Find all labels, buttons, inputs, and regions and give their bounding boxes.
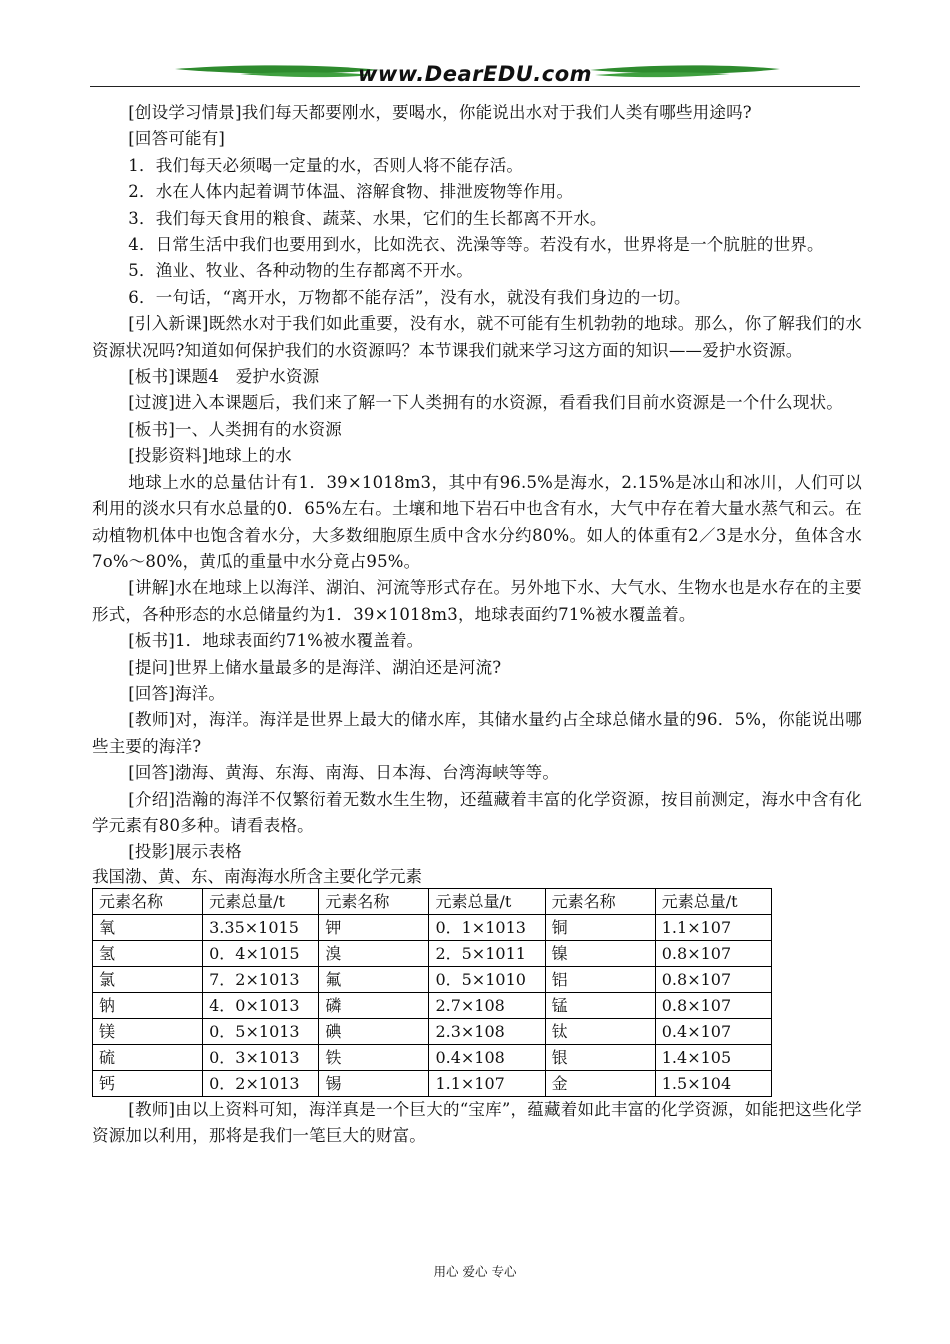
- table-cell: 1.5×104: [655, 1070, 771, 1096]
- paragraph: [回答可能有]: [128, 129, 226, 149]
- table-cell: 0.8×107: [655, 966, 771, 992]
- table-cell: 2.3×108: [429, 1018, 545, 1044]
- table-cell: 2．5×1011: [429, 940, 545, 966]
- page-footer: 用心 爱心 专心: [433, 1264, 517, 1279]
- table-cell: 0.4×108: [429, 1044, 545, 1070]
- header-rule: [90, 86, 860, 87]
- header-cell: 元素名称: [319, 888, 429, 914]
- paragraph: [板书]1．地球表面约71%被水覆盖着。: [128, 631, 424, 651]
- table-header-row: [93, 888, 772, 914]
- table-cell: 0．5×1010: [429, 966, 545, 992]
- paragraph: [投影资料]地球上的水: [128, 446, 292, 466]
- table-cell: 铝: [545, 966, 655, 992]
- table-cell: 锰: [545, 992, 655, 1018]
- paragraph: [板书]一、人类拥有的水资源: [128, 419, 342, 439]
- table-cell: 0．1×1013: [429, 914, 545, 940]
- table-cell: 1.4×105: [655, 1044, 771, 1070]
- paragraph: [过渡]进入本课题后，我们来了解一下人类拥有的水资源，看看我们目前水资源是一个什么现状。: [128, 393, 843, 413]
- table-row: [93, 940, 772, 966]
- paragraph: [回答]渤海、黄海、东海、南海、日本海、台湾海峡等等。: [128, 763, 560, 783]
- header-cell: 元素名称: [545, 888, 655, 914]
- table-cell: 金: [545, 1070, 655, 1096]
- header-cell: 元素总量/t: [655, 888, 771, 914]
- paragraph: 5．渔业、牧业、各种动物的生存都离不开水。: [128, 261, 473, 281]
- paragraph: 4．日常生活中我们也要用到水，比如洗衣、洗澡等等。若没有水，世界将是一个肮脏的世界。: [128, 235, 824, 255]
- header-cell: 元素名称: [93, 888, 203, 914]
- table-body: [93, 888, 772, 1096]
- closing-paragraph: [教师]由以上资料可知，海洋真是一个巨大的“宝库”，蕴藏着如此丰富的化学资源，如能把这些化学资源加以利用，那将是我们一笔巨大的财富。: [92, 1099, 862, 1146]
- paragraph: [创设学习情景]我们每天都要刚水，要喝水，你能说出水对于我们人类有哪些用途吗?: [128, 103, 752, 122]
- table-row: [93, 1044, 772, 1070]
- paragraph: [提问]世界上储水量最多的是海洋、湖泊还是河流?: [128, 657, 502, 677]
- document-body: [92, 100, 862, 1150]
- table-cell: 2.7×108: [429, 992, 545, 1018]
- header-cell: 元素总量/t: [429, 888, 545, 914]
- table-cell: 3.35×1015: [203, 914, 319, 940]
- paragraph: [板书]课题4 爱护水资源: [128, 367, 320, 387]
- table-cell: 银: [545, 1044, 655, 1070]
- table-cell: 7．2×1013: [203, 966, 319, 992]
- page-header: [90, 62, 860, 88]
- table-cell: 0.8×107: [655, 992, 771, 1018]
- table-caption: 我国渤、黄、东、南海海水所含主要化学元素: [92, 866, 422, 886]
- paragraph: [教师]对，海洋。海洋是世界上最大的储水库，其储水量约占全球总储水量的96．5%，你能说出哪些主要的海洋?: [92, 710, 862, 756]
- table-cell: 0．4×1015: [203, 940, 319, 966]
- table-row: [93, 966, 772, 992]
- paragraph: [介绍]浩瀚的海洋不仅繁衍着无数水生生物，还蕴藏着丰富的化学资源，按目前测定，海水中含有化学元素有80多种。请看表格。: [92, 789, 862, 835]
- paragraph: [讲解]水在地球上以海洋、湖泊、河流等形式存在。另外地下水、大气水、生物水也是水存在的主要形式，各种形态的水总储量约为1．39×1018m3，地球表面约71%被水覆盖着。: [92, 578, 862, 624]
- table-cell: 氯: [93, 966, 203, 992]
- table-cell: 氟: [319, 966, 429, 992]
- table-cell: 0．5×1013: [203, 1018, 319, 1044]
- table-cell: 1.1×107: [429, 1070, 545, 1096]
- table-cell: 碘: [319, 1018, 429, 1044]
- table-cell: 1.1×107: [655, 914, 771, 940]
- paragraph: 2．水在人体内起着调节体温、溶解食物、排泄废物等作用。: [128, 182, 574, 202]
- table-cell: 钙: [93, 1070, 203, 1096]
- table-cell: 溴: [319, 940, 429, 966]
- paragraph: [投影]展示表格: [128, 842, 242, 862]
- paragraph: [回答]海洋。: [128, 683, 226, 703]
- paragraph: 3．我们每天食用的粮食、蔬菜、水果，它们的生长都离不开水。: [128, 208, 607, 228]
- site-logo-text: www.DearEDU.com: [357, 62, 593, 86]
- table-cell: 锡: [319, 1070, 429, 1096]
- table-cell: 4．0×1013: [203, 992, 319, 1018]
- table-row: [93, 1018, 772, 1044]
- table-cell: 氧: [93, 914, 203, 940]
- table-cell: 0．2×1013: [203, 1070, 319, 1096]
- table-cell: 钾: [319, 914, 429, 940]
- table-cell: 氢: [93, 940, 203, 966]
- table-row: [93, 914, 772, 940]
- table-cell: 0.8×107: [655, 940, 771, 966]
- paragraph: 地球上水的总量估计有1．39×1018m3，其中有96.5%是海水，2.15%是冰山和冰川，人们可以利用的淡水只有水总量的0．65%左右。土壤和地下岩石中也含有水，大气中存在着大量水蒸气和云。在动植物机体中也饱含着水分，大多数细胞原生质中含水分约80%。如人的体重有2／3是水分，鱼体含水7o%～80%，黄瓜的重量中水分竟占95%。: [92, 472, 862, 571]
- table-cell: 钠: [93, 992, 203, 1018]
- paragraph: 1．我们每天必须喝一定量的水，否则人将不能存活。: [128, 155, 524, 175]
- table-cell: 镁: [93, 1018, 203, 1044]
- table-cell: 镍: [545, 940, 655, 966]
- table-cell: 0.4×107: [655, 1018, 771, 1044]
- table-cell: 钛: [545, 1018, 655, 1044]
- header-cell: 元素总量/t: [203, 888, 319, 914]
- table-cell: 0．3×1013: [203, 1044, 319, 1070]
- table-cell: 铜: [545, 914, 655, 940]
- table-row: [93, 992, 772, 1018]
- table-cell: 铁: [319, 1044, 429, 1070]
- table-cell: 磷: [319, 992, 429, 1018]
- paragraph: [引入新课]既然水对于我们如此重要，没有水，就不可能有生机勃勃的地球。那么，你了解我们的水资源状况吗?知道如何保护我们的水资源吗？本节课我们就来学习这方面的知识——爱护水资源。: [92, 314, 862, 360]
- paragraph: 6．一句话，“离开水，万物都不能存活”，没有水，就没有我们身边的一切。: [128, 287, 691, 307]
- elements-table: [92, 888, 772, 1097]
- table-cell: 硫: [93, 1044, 203, 1070]
- table-row: [93, 1070, 772, 1096]
